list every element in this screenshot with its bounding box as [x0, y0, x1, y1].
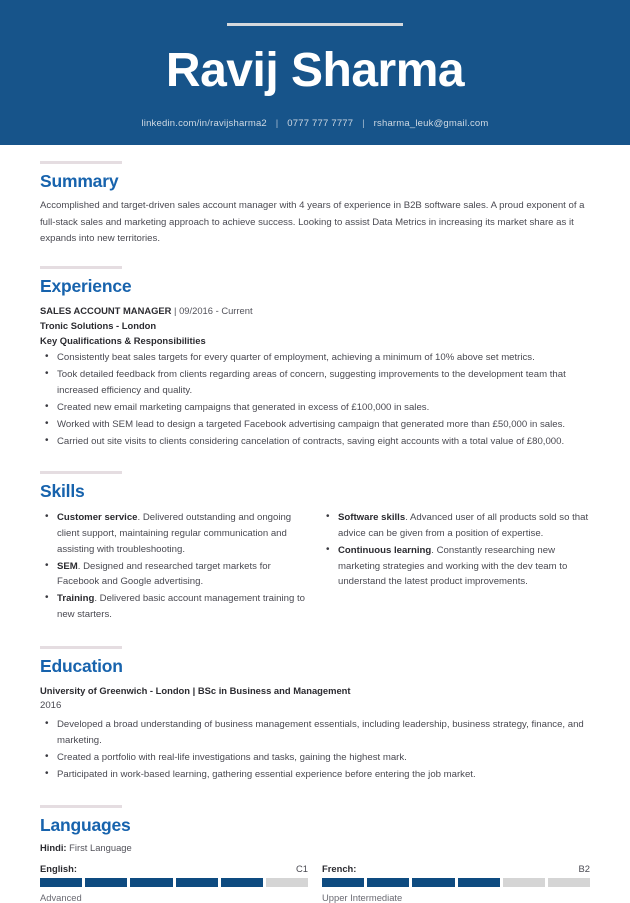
resume-body [0, 145, 630, 903]
list-item [40, 559, 315, 591]
level-segment [176, 878, 218, 887]
section-title-summary: Summary [40, 171, 119, 191]
skills-column-left [40, 508, 315, 624]
level-segment [85, 878, 127, 887]
section-rule-education [40, 646, 122, 649]
language-level-code: C1 [296, 862, 308, 874]
level-segment [322, 878, 364, 887]
section-summary [40, 161, 590, 248]
level-segment [458, 878, 500, 887]
education-institution: University of Greenwich - London [40, 685, 191, 697]
language-proficiency-grid [40, 863, 590, 903]
level-segment [40, 878, 82, 887]
skill-text: . Advanced user of all products sold so that advice can be given from a position of expertise. [338, 511, 589, 539]
skill-text: . Constantly researching new marketing strategies and working with the dev team to understand the latest product improvements. [338, 544, 568, 588]
language-item-french [322, 863, 590, 903]
summary-text: Accomplished and target-driven sales account manager with 4 years of experience in B2B software sales. A proud exponent of a full-stack sales and marketing approach to achieve success. Looking to assist Data Metrics in increasing its market share as it expands into new territories. [40, 200, 585, 244]
education-degree: BSc in Business and Management [197, 685, 351, 697]
section-rule-summary [40, 161, 122, 164]
list-item: • Developed a broad understanding of business management essentials, including leadership, business strategy, finance, and marketing. [40, 717, 590, 749]
contact-linkedin[interactable]: linkedin.com/in/ravijsharma2 [141, 118, 267, 130]
resume-header [0, 0, 630, 145]
first-language-label: Hindi: [40, 841, 67, 853]
list-item: • Consistently beat sales targets for every quarter of employment, achieving a minimum of 10% above set metrics. [40, 350, 590, 366]
list-item [321, 543, 590, 591]
experience-job-title: SALES ACCOUNT MANAGER [40, 304, 172, 316]
language-level-bar [322, 878, 590, 887]
level-segment [130, 878, 172, 887]
header-divider-rule [227, 23, 403, 26]
section-rule-experience [40, 266, 122, 269]
language-level-bar [40, 878, 308, 887]
experience-job-title-line [40, 303, 590, 318]
list-item: • Created a portfolio with real-life investigations and tasks, gaining the highest mark. [40, 750, 590, 766]
skill-text: . Delivered outstanding and ongoing client support, maintaining regular communication and assisting with troubleshooting. [57, 511, 292, 555]
skills-column-right [315, 508, 590, 624]
language-description: Advanced [40, 891, 82, 903]
first-language-value: First Language [69, 841, 132, 853]
list-item: • Created new email marketing campaigns that generated in excess of £100,000 in sales. [40, 400, 590, 416]
skills-right-list [321, 510, 590, 591]
section-languages [40, 805, 590, 903]
education-institution-line [40, 683, 590, 698]
section-education [40, 646, 590, 782]
contact-line [0, 118, 630, 129]
first-language-line [40, 842, 590, 853]
skill-label: Continuous learning [338, 544, 432, 556]
list-item [40, 510, 315, 558]
experience-dates: 09/2016 - Current [179, 304, 253, 316]
language-level-code: B2 [578, 862, 590, 874]
list-item: • Carried out site visits to clients considering cancelation of contracts, saving eight accounts with a total value of £80,000. [40, 434, 590, 450]
list-item: • Worked with SEM lead to design a targeted Facebook advertising campaign that generated more than £50,000 in sales. [40, 417, 590, 433]
level-segment [548, 878, 590, 887]
education-separator: | [192, 685, 196, 697]
contact-phone[interactable]: 0777 777 7777 [287, 118, 354, 130]
skill-text: . Designed and researched target markets for Facebook and Google advertising. [57, 560, 271, 588]
skills-columns [40, 508, 590, 624]
level-segment [412, 878, 454, 887]
contact-email[interactable]: rsharma_leuk@gmail.com [373, 118, 489, 130]
language-header [40, 863, 308, 874]
skill-label: Software skills [338, 511, 406, 523]
section-title-skills: Skills [40, 480, 85, 501]
section-title-education: Education [40, 656, 123, 677]
skill-label: SEM [57, 560, 78, 572]
skill-label: Training [57, 593, 95, 605]
experience-company: Tronic Solutions - London [40, 319, 157, 331]
level-segment [503, 878, 545, 887]
level-segment [367, 878, 409, 887]
language-name: French: [322, 862, 357, 874]
section-experience [40, 266, 590, 450]
contact-separator-2: | [362, 118, 365, 130]
language-name: English: [40, 862, 77, 874]
section-rule-languages [40, 805, 122, 808]
skills-left-list [40, 510, 315, 623]
list-item [321, 510, 590, 542]
section-rule-skills [40, 471, 122, 474]
candidate-name: Ravij Sharma [165, 44, 465, 97]
language-item-english [40, 863, 308, 903]
contact-separator-1: | [275, 118, 279, 130]
section-title-experience: Experience [40, 275, 132, 296]
language-header [322, 863, 590, 874]
level-segment [221, 878, 263, 887]
list-item: • Took detailed feedback from clients regarding areas of concern, suggesting improvements to the development team that increased efficiency and quality. [40, 367, 590, 399]
skill-label: Customer service [57, 511, 138, 523]
list-item [40, 591, 315, 623]
language-description: Upper Intermediate [322, 891, 403, 903]
experience-bullet-list [40, 350, 590, 450]
experience-subheading: Key Qualifications & Responsibilities [40, 334, 206, 346]
experience-date-separator: | [174, 304, 177, 316]
education-bullet-list [40, 717, 590, 783]
education-year: 2016 [40, 700, 62, 712]
list-item: • Participated in work-based learning, gathering essential experience before entering the job market. [40, 767, 590, 783]
skill-text: . Delivered basic account management training to new starters. [57, 593, 305, 621]
section-skills [40, 471, 590, 624]
section-title-languages: Languages [40, 814, 131, 835]
level-segment [266, 878, 308, 887]
